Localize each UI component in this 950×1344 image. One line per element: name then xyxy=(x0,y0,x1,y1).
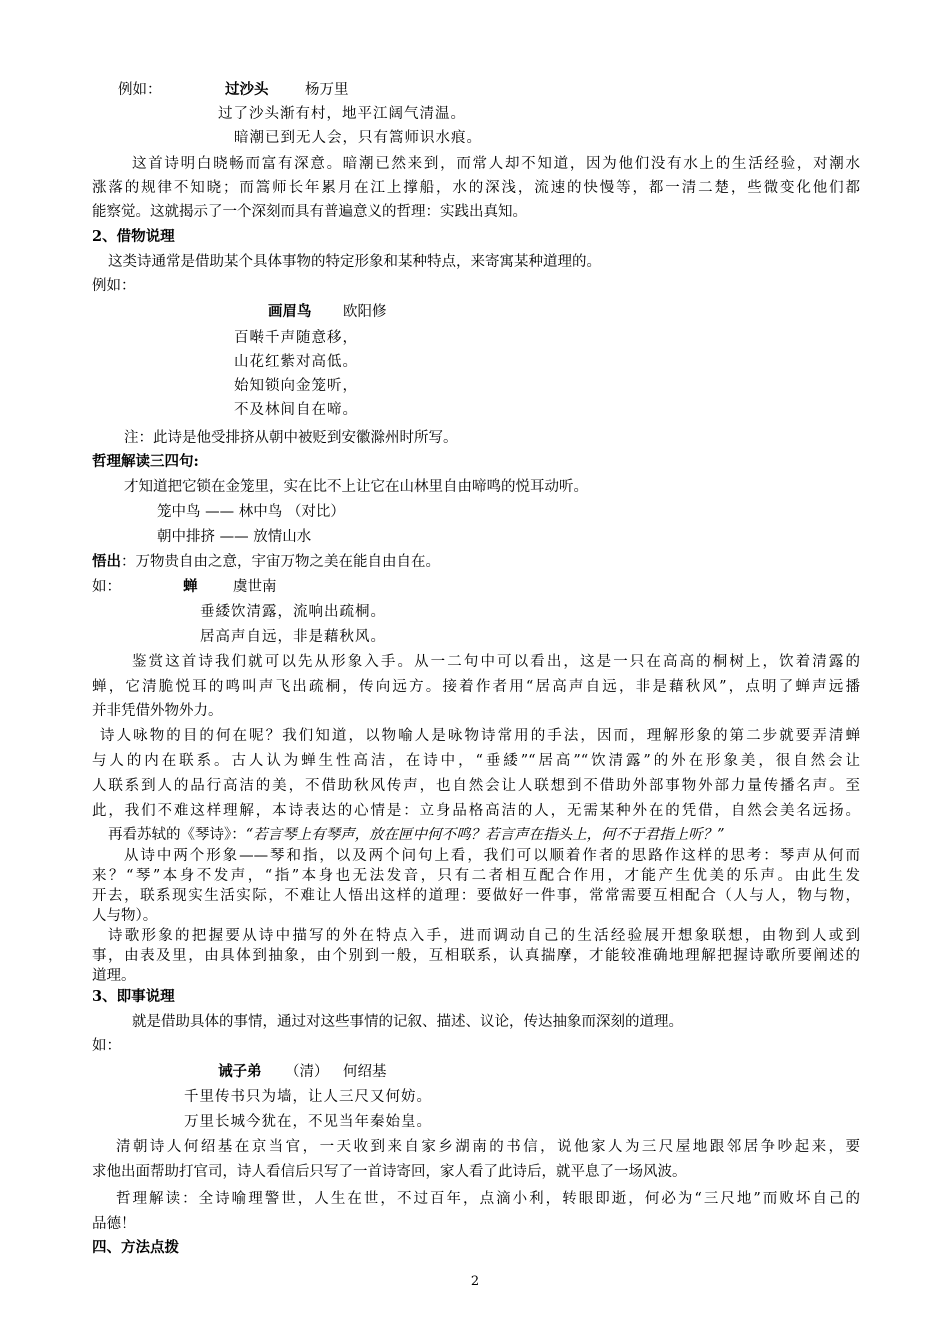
poem-dynasty: （清） xyxy=(285,1064,329,1080)
paragraph-line: 哲理解读：全诗喻理警世，人生在世，不过百年，点滴小利，转眼即逝，何必为“三尺地”而败坏自己的 xyxy=(116,1191,860,1207)
poem-line: 山花红紫对高低。 xyxy=(234,354,358,370)
comparison-line: 朝中排挤 —— 放情山水 xyxy=(157,529,312,545)
example-label: 如： xyxy=(92,579,121,595)
example-label: 例如： xyxy=(118,82,162,98)
paragraph-line: 鉴赏这首诗我们就可以先从形象入手。从一二句中可以看出，这是一只在高高的桐树上，饮着清露的 xyxy=(132,654,860,670)
poem-author: 虞世南 xyxy=(233,579,277,595)
page-number: 2 xyxy=(470,1274,480,1289)
paragraph-line: 才知道把它锁在金笼里，实在比不上让它在山林里自由啼鸣的悦耳动听。 xyxy=(124,479,588,495)
paragraph-line: 就是借助具体的事情，通过对这些事情的记叙、描述、议论，传达抽象而深刻的道理。 xyxy=(132,1014,683,1030)
example-label: 例如： xyxy=(92,278,136,294)
poem-line: 百啭千声随意移， xyxy=(234,330,358,346)
poem-line: 始知锁向金笼听， xyxy=(234,378,358,394)
poem-line: 不及林间自在啼。 xyxy=(234,402,358,418)
paragraph-line: 道理。 xyxy=(92,968,136,984)
paragraph-line: 从诗中两个形象——琴和指，以及两个问句上看，我们可以顺着作者的思路作这样的思考：琴声从何而 xyxy=(124,848,860,864)
paragraph-line: 清朝诗人何绍基在京当官，一天收到来自家乡湖南的书信，说他家人为三尺屋地跟邻居争吵起来，要 xyxy=(116,1139,860,1155)
paragraph-line: 事，由表及里，由具体到抽象，由个别到一般，互相联系，认真揣摩，才能较准确地理解把握诗歌所要阐述的 xyxy=(92,948,860,964)
section-heading: 3、即事说理 xyxy=(92,988,175,1005)
poem-title: 过沙头 xyxy=(225,81,269,98)
comparison-line: 笼中鸟 —— 林中鸟 （对比） xyxy=(157,504,345,520)
poem-line: 垂緌饮清露，流响出疏桐。 xyxy=(200,604,386,620)
section-heading: 哲理解读三四句: xyxy=(92,453,199,470)
paragraph-line: 这类诗通常是借助某个具体事物的特定形象和某种特点，来寄寓某种道理的。 xyxy=(108,254,601,270)
insight-text: ：万物贵自由之意，宇宙万物之美在能自由自在。 xyxy=(121,554,440,570)
paragraph-line: 诗人咏物的目的何在呢？我们知道，以物喻人是咏物诗常用的手法，因而，理解形象的第二步就要弄清蝉 xyxy=(100,728,860,744)
insight-label: 悟出 xyxy=(92,553,121,570)
qin-poem-line xyxy=(108,823,725,847)
paragraph-line: 此，我们不难这样理解，本诗表达的心情是：立身品格高洁的人，无需某种外在的凭借，自然会美名远扬。 xyxy=(92,803,860,819)
poem-line: 暗潮已到无人会，只有篙师识水痕。 xyxy=(234,130,482,146)
insight-line xyxy=(92,550,440,574)
section-heading: 2、借物说理 xyxy=(92,228,175,245)
poem-line: 万里长城今犹在，不见当年秦始皇。 xyxy=(184,1114,432,1130)
poem-author: 欧阳修 xyxy=(343,304,387,320)
poem-title: 诫子弟 xyxy=(218,1063,262,1080)
example-label: 如： xyxy=(92,1038,121,1054)
paragraph-line: 人与物）。 xyxy=(92,908,158,924)
paragraph-line: 开去，联系现实生活实际，不难让人悟出这样的道理：要做好一件事，常常需要互相配合（人与人，物与物， xyxy=(92,888,860,904)
poem-line: 居高声自远，非是藉秋风。 xyxy=(200,629,386,645)
qin-lead: 再看苏轼的《琴诗》： xyxy=(108,827,246,843)
poem-author: 何绍基 xyxy=(343,1064,387,1080)
qin-poem: “若言琴上有琴声，放在匣中何不鸣？若言声在指头上，何不于君指上听？” xyxy=(245,827,725,843)
paragraph-line: 能察觉。这就揭示了一个深刻而具有普遍意义的哲理：实践出真知。 xyxy=(92,204,527,220)
paragraph-line: 诗歌形象的把握要从诗中描写的外在特点入手，进而调动自己的生活经验展开想象联想，由物到人或到 xyxy=(108,928,860,944)
paragraph-line: 并非凭借外物外力。 xyxy=(92,703,223,719)
poem-author: 杨万里 xyxy=(305,82,349,98)
paragraph-line: 来？“琴”本身不发声，“指”本身也无法发音，只有二者相互配合作用，才能产生优美的乐声。由此生发 xyxy=(92,868,860,884)
paragraph-line: 这首诗明白晓畅而富有深意。暗潮已然来到，而常人却不知道，因为他们没有水上的生活经验，对潮水 xyxy=(132,156,860,172)
paragraph-line: 涨落的规律不知晓；而篙师长年累月在江上撑船，水的深浅，流速的快慢等，都一清二楚，些微变化他们都 xyxy=(92,180,860,196)
paragraph-line: 品德！ xyxy=(92,1216,136,1232)
paragraph-line: 人联系到人的品行高洁的美，不借助秋风传声，也自然会让人联想到不借助外部事物外部力量传播名声。至 xyxy=(92,778,860,794)
note: 注：此诗是他受排挤从朝中被贬到安徽滁州时所写。 xyxy=(124,430,458,446)
paragraph-line: 与人的内在联系。古人认为蝉生性高洁，在诗中，“垂緌”“居高”“饮清露”的外在形象美，很自然会让 xyxy=(92,753,860,769)
poem-line: 千里传书只为墙，让人三尺又何妨。 xyxy=(184,1089,432,1105)
poem-title: 画眉鸟 xyxy=(268,303,312,320)
poem-line: 过了沙头渐有村，地平江阔气清温。 xyxy=(218,106,466,122)
paragraph-line: 蝉，它清脆悦耳的鸣叫声飞出疏桐，传向远方。接着作者用“居高声自远，非是藉秋风”，点明了蝉声远播 xyxy=(92,679,860,695)
paragraph-line: 求他出面帮助打官司，诗人看信后只写了一首诗寄回，家人看了此诗后，就平息了一场风波。 xyxy=(92,1164,687,1180)
poem-title: 蝉 xyxy=(183,578,198,595)
section-heading: 四、方法点拨 xyxy=(92,1239,179,1256)
